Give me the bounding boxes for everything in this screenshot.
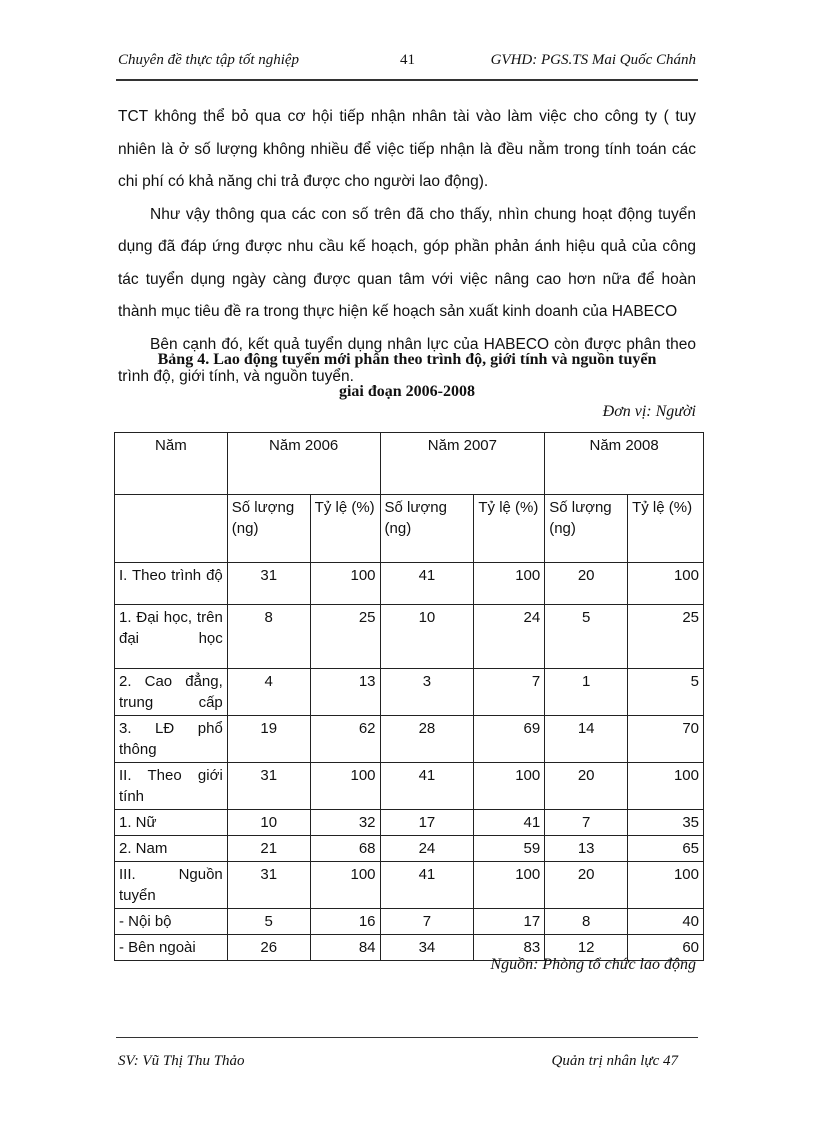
value-cell: 5 (227, 909, 310, 935)
value-cell: 10 (380, 605, 474, 669)
paragraph: Bên cạnh đó, kết quả tuyển dụng nhân lực của HABECO còn được phân theo trình độ, giới tính, và nguồn tuyển. (118, 335, 696, 385)
value-cell: 12 (545, 935, 628, 961)
value-cell: 24 (380, 836, 474, 862)
value-cell: 60 (628, 935, 704, 961)
data-table (114, 432, 704, 961)
value-cell: 5 (628, 669, 704, 716)
value-cell: 100 (310, 563, 380, 605)
value-cell: 62 (310, 716, 380, 763)
subheader-cell: Tỷ lệ (%) (628, 495, 704, 563)
page-header (118, 52, 696, 74)
subheader-cell: Số lượng (ng) (380, 495, 474, 563)
footer-divider (116, 1037, 698, 1038)
row-label: 1. Đại học, trên đại học (115, 605, 228, 669)
value-cell: 100 (310, 763, 380, 810)
value-cell: 100 (628, 563, 704, 605)
table-caption (118, 344, 696, 408)
table-row (115, 716, 704, 763)
value-cell: 25 (310, 605, 380, 669)
row-label: 3. LĐ phổ thông (115, 716, 228, 763)
value-cell: 35 (628, 810, 704, 836)
value-cell: 7 (474, 669, 545, 716)
value-cell: 8 (545, 909, 628, 935)
value-cell: 3 (380, 669, 474, 716)
value-cell: 13 (310, 669, 380, 716)
table-caption-line: Bảng 4. Lao động tuyển mới phân theo trình độ, giới tính và nguồn tuyển (157, 351, 657, 368)
value-cell: 26 (227, 935, 310, 961)
value-cell: 31 (227, 763, 310, 810)
table-row (115, 763, 704, 810)
header-cell: Năm (115, 433, 228, 495)
subheader-cell: Tỷ lệ (%) (474, 495, 545, 563)
footer-student: SV: Vũ Thị Thu Thảo (118, 1053, 245, 1069)
value-cell: 24 (474, 605, 545, 669)
header-cell: Năm 2008 (545, 433, 704, 495)
paragraph: TCT không thể bỏ qua cơ hội tiếp nhận nhân tài vào làm việc cho công ty ( tuy nhiên là ở số lượng không nhiều để việc tiếp nhận là đều nằm trong tính toán các chi phí có khả năng chi trả được cho người lao động). (118, 108, 696, 190)
row-label: - Bên ngoài (115, 935, 228, 961)
page-footer (118, 1053, 678, 1075)
header-title: Chuyên đề thực tập tốt nghiệp (118, 52, 300, 68)
value-cell: 84 (310, 935, 380, 961)
subheader-cell: Số lượng (ng) (227, 495, 310, 563)
value-cell: 41 (380, 763, 474, 810)
value-cell: 7 (380, 909, 474, 935)
value-cell: 40 (628, 909, 704, 935)
value-cell: 4 (227, 669, 310, 716)
value-cell: 83 (474, 935, 545, 961)
subheader-cell: Tỷ lệ (%) (310, 495, 380, 563)
value-cell: 5 (545, 605, 628, 669)
table-header-row (115, 433, 704, 495)
value-cell: 31 (227, 862, 310, 909)
value-cell: 20 (545, 862, 628, 909)
value-cell: 100 (628, 862, 704, 909)
value-cell: 70 (628, 716, 704, 763)
value-cell: 13 (545, 836, 628, 862)
value-cell: 21 (227, 836, 310, 862)
value-cell: 19 (227, 716, 310, 763)
value-cell: 100 (628, 763, 704, 810)
value-cell: 100 (474, 763, 545, 810)
header-cell: Năm 2006 (227, 433, 380, 495)
value-cell: 41 (380, 563, 474, 605)
value-cell: 69 (474, 716, 545, 763)
value-cell: 8 (227, 605, 310, 669)
table-subheader-row (115, 495, 704, 563)
value-cell: 17 (474, 909, 545, 935)
row-label: - Nội bộ (115, 909, 228, 935)
header-cell (115, 495, 228, 563)
table-row (115, 836, 704, 862)
header-divider (116, 79, 698, 81)
table-row (115, 909, 704, 935)
value-cell: 10 (227, 810, 310, 836)
table-body (115, 563, 704, 961)
value-cell: 59 (474, 836, 545, 862)
value-cell: 28 (380, 716, 474, 763)
page-number: 41 (400, 52, 415, 68)
value-cell: 7 (545, 810, 628, 836)
row-label: 1. Nữ (115, 810, 228, 836)
subheader-cell: Số lượng (ng) (545, 495, 628, 563)
table-source: Nguồn: Phòng tổ chức lao động (490, 956, 696, 973)
row-label: II. Theo giới tính (115, 763, 228, 810)
paragraph: Như vậy thông qua các con số trên đã cho thấy, nhìn chung hoạt động tuyển dụng đã đáp ứng được nhu cầu kế hoạch, góp phần phản ánh hiệu quả của công tác tuyển dụng ngày càng được quan tâm với việc nâng cao hơn nữa để hoàn thành mục tiêu đề ra trong thực hiện kế hoạch sản xuất kinh doanh của HABECO (118, 205, 696, 320)
value-cell: 17 (380, 810, 474, 836)
value-cell: 100 (474, 563, 545, 605)
row-label: 2. Nam (115, 836, 228, 862)
value-cell: 20 (545, 563, 628, 605)
table-row (115, 862, 704, 909)
table-row (115, 605, 704, 669)
table-unit: Đơn vị: Người (602, 403, 696, 420)
value-cell: 34 (380, 935, 474, 961)
value-cell: 1 (545, 669, 628, 716)
row-label: III. Nguồn tuyển (115, 862, 228, 909)
value-cell: 68 (310, 836, 380, 862)
table-row (115, 810, 704, 836)
table-row (115, 669, 704, 716)
value-cell: 100 (310, 862, 380, 909)
value-cell: 41 (474, 810, 545, 836)
header-advisor: GVHD: PGS.TS Mai Quốc Chánh (490, 52, 696, 68)
footer-subject: Quản trị nhân lực 47 (551, 1053, 678, 1069)
value-cell: 65 (628, 836, 704, 862)
row-label: 2. Cao đẳng, trung cấp (115, 669, 228, 716)
header-cell: Năm 2007 (380, 433, 545, 495)
row-label: I. Theo trình độ (115, 563, 228, 605)
value-cell: 31 (227, 563, 310, 605)
value-cell: 16 (310, 909, 380, 935)
value-cell: 25 (628, 605, 704, 669)
table-caption-line: giai đoạn 2006-2008 (338, 383, 475, 400)
value-cell: 20 (545, 763, 628, 810)
table-row (115, 563, 704, 605)
value-cell: 14 (545, 716, 628, 763)
value-cell: 32 (310, 810, 380, 836)
value-cell: 41 (380, 862, 474, 909)
value-cell: 100 (474, 862, 545, 909)
